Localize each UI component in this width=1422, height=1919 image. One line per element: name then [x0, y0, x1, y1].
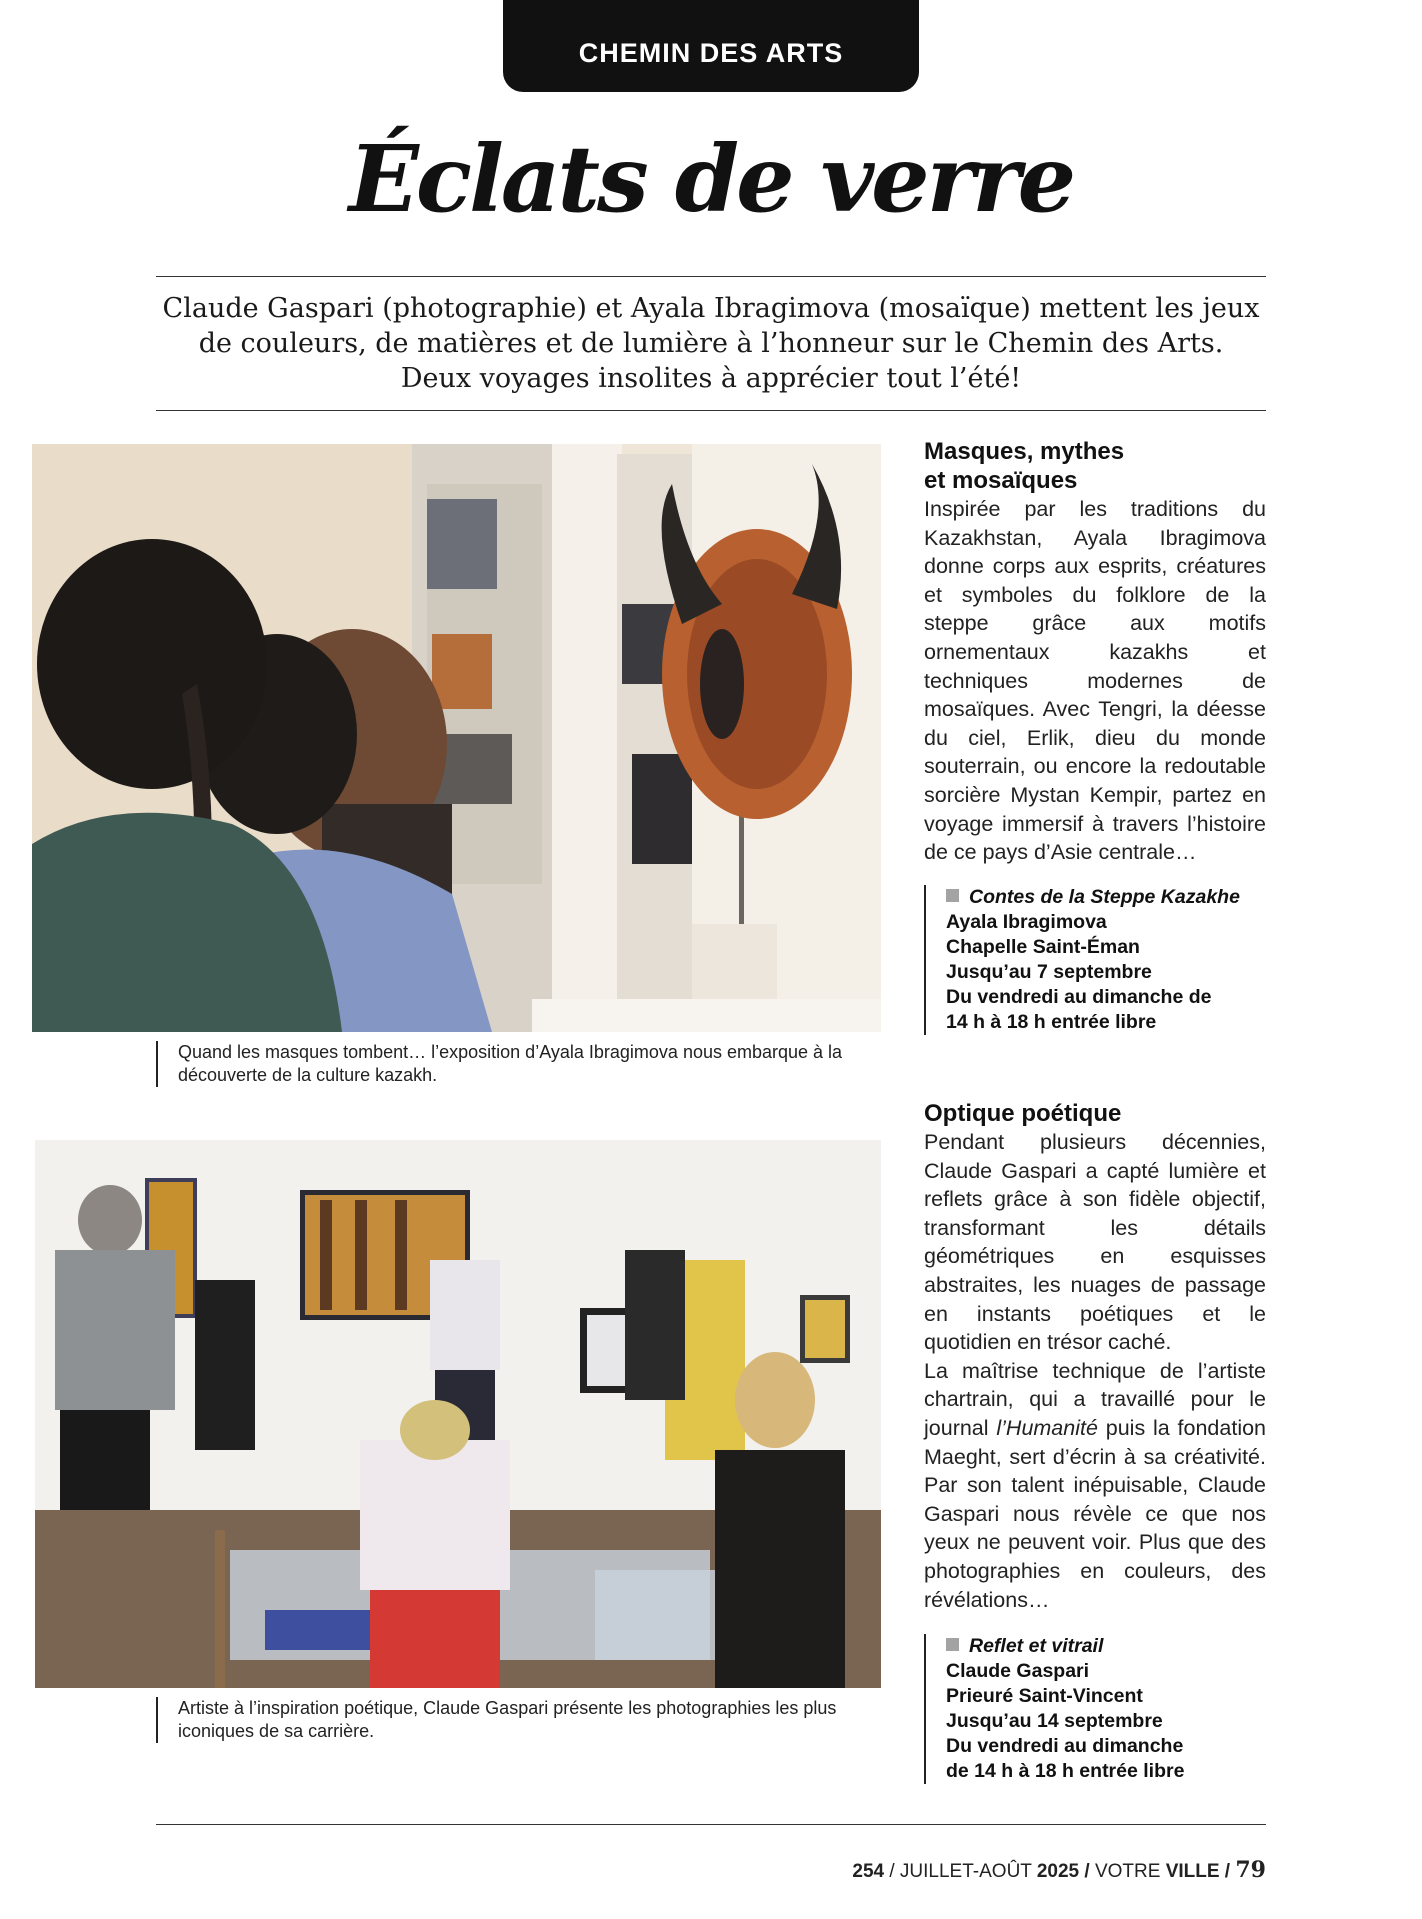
standfirst: [156, 291, 1266, 396]
section-title: [924, 437, 1266, 495]
issue-year: 2025: [1036, 1861, 1080, 1882]
event-artist: Claude Gaspari: [946, 1660, 1090, 1682]
event-info-box: [924, 1634, 1246, 1784]
issue-number: 254: [852, 1861, 885, 1882]
section-body: Pendant plusieurs décennies, Claude Gaspari a capté lumière et reflets grâce à son fidèle objectif, transformant les détails géométriques en esquisses abstraites, les nuages de passage en instants poétiques et le quotidien en trésor caché.: [924, 1130, 1266, 1355]
standfirst-line: de couleurs, de matières et de lumière à l’honneur sur le Chemin des Arts.: [198, 328, 1224, 359]
issue-months: JUILLET-AOÛT: [899, 1861, 1037, 1882]
event-days: Du vendredi au dimanche: [946, 1735, 1184, 1757]
event-info-box: [924, 885, 1246, 1035]
event-days: Du vendredi au dimanche de: [946, 986, 1212, 1008]
rubric-tab: [503, 0, 919, 92]
event-title: Reflet et vitrail: [946, 1634, 1246, 1659]
event-venue: Chapelle Saint-Éman: [946, 936, 1140, 958]
event-title: Contes de la Steppe Kazakhe: [946, 885, 1246, 910]
bullet-square-icon: [946, 1638, 959, 1651]
event-venue: Prieuré Saint-Vincent: [946, 1685, 1143, 1707]
folio: 254 / JUILLET-AOÛT 2025 / VOTRE VILLE / 79: [852, 1857, 1266, 1883]
magazine-name: VILLE: [1165, 1861, 1220, 1882]
event-dates: Jusqu’au 7 septembre: [946, 961, 1152, 983]
section-body: Inspirée par les traditions du Kazakhstan, Ayala Ibragimova donne corps aux esprits, créatures et symboles du folklore de la steppe grâce aux motifs ornementaux kazakhs et techniques modernes de mosaïques. Avec Tengri, la déesse du ciel, Erlik, dieu du monde souterrain, ou encore la redoutable sorcière Mystan Kempir, partez en voyage immersif à travers l’histoire de ce pays d’Asie centrale…: [924, 497, 1266, 865]
bullet-square-icon: [946, 889, 959, 902]
standfirst-line: Deux voyages insolites à apprécier tout l’été!: [400, 363, 1022, 394]
section-body: La maîtrise technique de l’artiste chartrain, qui a travaillé pour le journal l’Humanité puis la fondation Maeght, sert d’écrin à sa créativité. Par son talent inépuisable, Claude Gaspari nous révèle ce que nos yeux ne peuvent voir. Plus que des photographies en couleurs, des révélations…: [924, 1358, 1267, 1612]
article-section-masks: [924, 437, 1266, 867]
photo-gallery-visitors: [35, 1140, 881, 1688]
photo-mask-exhibition: [32, 444, 881, 1032]
footer-rule: [156, 1824, 1266, 1825]
top-rule: [156, 276, 1266, 277]
event-hours: de 14 h à 18 h entrée libre: [946, 1760, 1185, 1782]
page-number: 79: [1235, 1857, 1266, 1883]
standfirst-line: Claude Gaspari (photographie) et Ayala Ibragimova (mosaïque) mettent les jeux: [162, 293, 1260, 324]
rubric-label: CHEMIN DES ARTS: [578, 37, 844, 68]
standfirst-rule: [156, 410, 1266, 411]
photo-caption: Quand les masques tombent… l’exposition d’Ayala Ibragimova nous embarque à la découverte de la culture kazakh.: [156, 1041, 898, 1087]
section-title: Optique poétique: [924, 1100, 1122, 1127]
section-title-line: et mosaïques: [924, 467, 1078, 494]
event-dates: Jusqu’au 14 septembre: [946, 1710, 1163, 1732]
article-section-optics: [924, 1099, 1266, 1614]
newspaper-name: l’Humanité: [996, 1415, 1098, 1440]
section-title-line: Masques, mythes: [924, 438, 1125, 465]
photo-caption: Artiste à l’inspiration poétique, Claude Gaspari présente les photographies les plus iconiques de sa carrière.: [156, 1697, 898, 1743]
event-artist: Ayala Ibragimova: [946, 911, 1107, 933]
headline: Éclats de verre: [348, 125, 1074, 233]
event-hours: 14 h à 18 h entrée libre: [946, 1011, 1157, 1033]
